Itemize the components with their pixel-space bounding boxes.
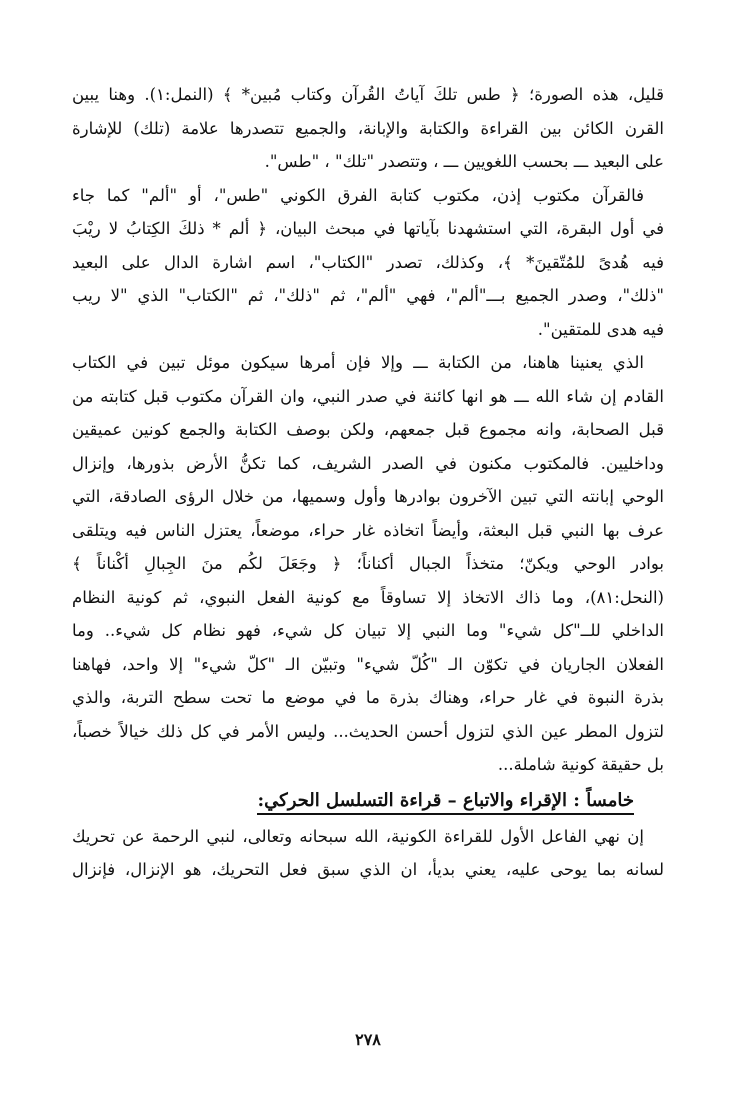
text-line: القرن الكائن بين القراءة والكتابة والإبانة، والجميع تتصدرها علامة (تلك) للإشارة [72, 118, 664, 138]
text-line: عرف بها النبي قبل البعثة، وأيضاً اتخاذه غار حراء، موضعاً، يعتزل الناس فيه ويتلقى [72, 520, 664, 540]
text-line: بوادر الوحي ويكنّ؛ متخذاً الجبال أكناناً؛ ﴿ وجَعَلَ لكُم منَ الجِبالِ أكْناناً ﴾ [72, 554, 664, 573]
text-line: "ذلك"، وصدر الجميع بـــ"ألم"، فهي "ألم"، ثم "ذلك"، ثم "الكتاب" الذي "لا ريب [72, 286, 664, 305]
page-number: ٢٧٨ [355, 1030, 381, 1049]
text-line: على البعيد ـــ بحسب اللغويين ـــ ، وتتصدر "تلك" ، "طس". [264, 152, 664, 171]
text-line: (النحل:٨١)، وما ذاك الاتخاذ إلا تساوقاً مع كونية الفعل النبوي، ثم كونية النظام [72, 587, 664, 607]
text-line: لسانه بما يوحى عليه، يعني بديأ، ان الذي سبق فعل التحريك، هو الإنزال، فإنزال [72, 860, 664, 879]
text-line: فيه هدى للمتقين". [537, 319, 664, 339]
text-line: في أول البقرة، التي استشهدنا بآياتها في مبحث البيان، ﴿ ألم * ذلكَ الكِتابُ لا ريْبَ [72, 219, 664, 238]
section-heading [72, 782, 664, 820]
text-line: إن نهي الفاعل الأول للقراءة الكونية، الله سبحانه وتعالى، لنبي الرحمة عن تحريك [72, 826, 644, 846]
text-line: القادم إن شاء الله ـــ هو انها كائنة في صدر النبي، وان القرآن مكتوب قبل كتابته من [72, 386, 664, 406]
text-line: الذي يعنينا هاهنا، من الكتابة ـــ وإلا فإن أمرها سيكون موئل تبين في الكتاب [72, 353, 644, 372]
text-line: الداخلي للــ"كل شيء" وما النبي إلا تبيان كل شيء، فهو نظام كل شيء.. وما [72, 621, 664, 640]
text-line: الوحي إبانته التي تبين الآخرون بوادرها وأول وسميها، من خلال الرؤى الصادقة، التي [72, 487, 664, 506]
text-line: قليل، هذه الصورة؛ ﴿ طس تلكَ آياتُ القُرآن وكتاب مُبين* ﴾ (النمل:١). وهنا يبين [72, 85, 664, 104]
text-line: وداخليين. فالمكتوب مكنون في الصدر الشريف، كما تكنُّ الأرض بذورها، وإنزال [72, 453, 664, 473]
text-line: بل حقيقة كونية شاملة... [497, 755, 664, 774]
text-line: فالقرآن مكتوب إذن، مكتوب كتابة الفرق الكوني "طس"، أو "ألم" كما جاء [72, 185, 644, 205]
text-line: قبل الصحابة، وانه مجموع قبل جمعهم، ولكن بوصف الكتابة والجمع كونين عميقين [72, 420, 664, 439]
body-text [72, 78, 664, 887]
text-line: لتزول المطر عين الذي لتزول أحسن الحديث... وليس الأمر في كل ذلك خيالاً خصباً، [72, 721, 664, 741]
text-line: الفعلان الجاريان في تكوّن الـ "كُلّ شيء" وتبيّن الـ "كلّ شيء" إلا واحد، فهاهنا [72, 654, 664, 674]
section-heading-text: خامساً : الإقراء والاتباع – قراءة التسلسل الحركي: [257, 790, 634, 815]
text-line: بذرة النبوة في غار حراء، وهناك بذرة ما في موضع ما تحت سطح التربة، والذي [72, 688, 664, 707]
text-line: فيه هُدىً للمُتّقينَ* ﴾، وكذلك، تصدر "الكتاب"، اسم اشارة الدال على البعيد [72, 252, 664, 272]
